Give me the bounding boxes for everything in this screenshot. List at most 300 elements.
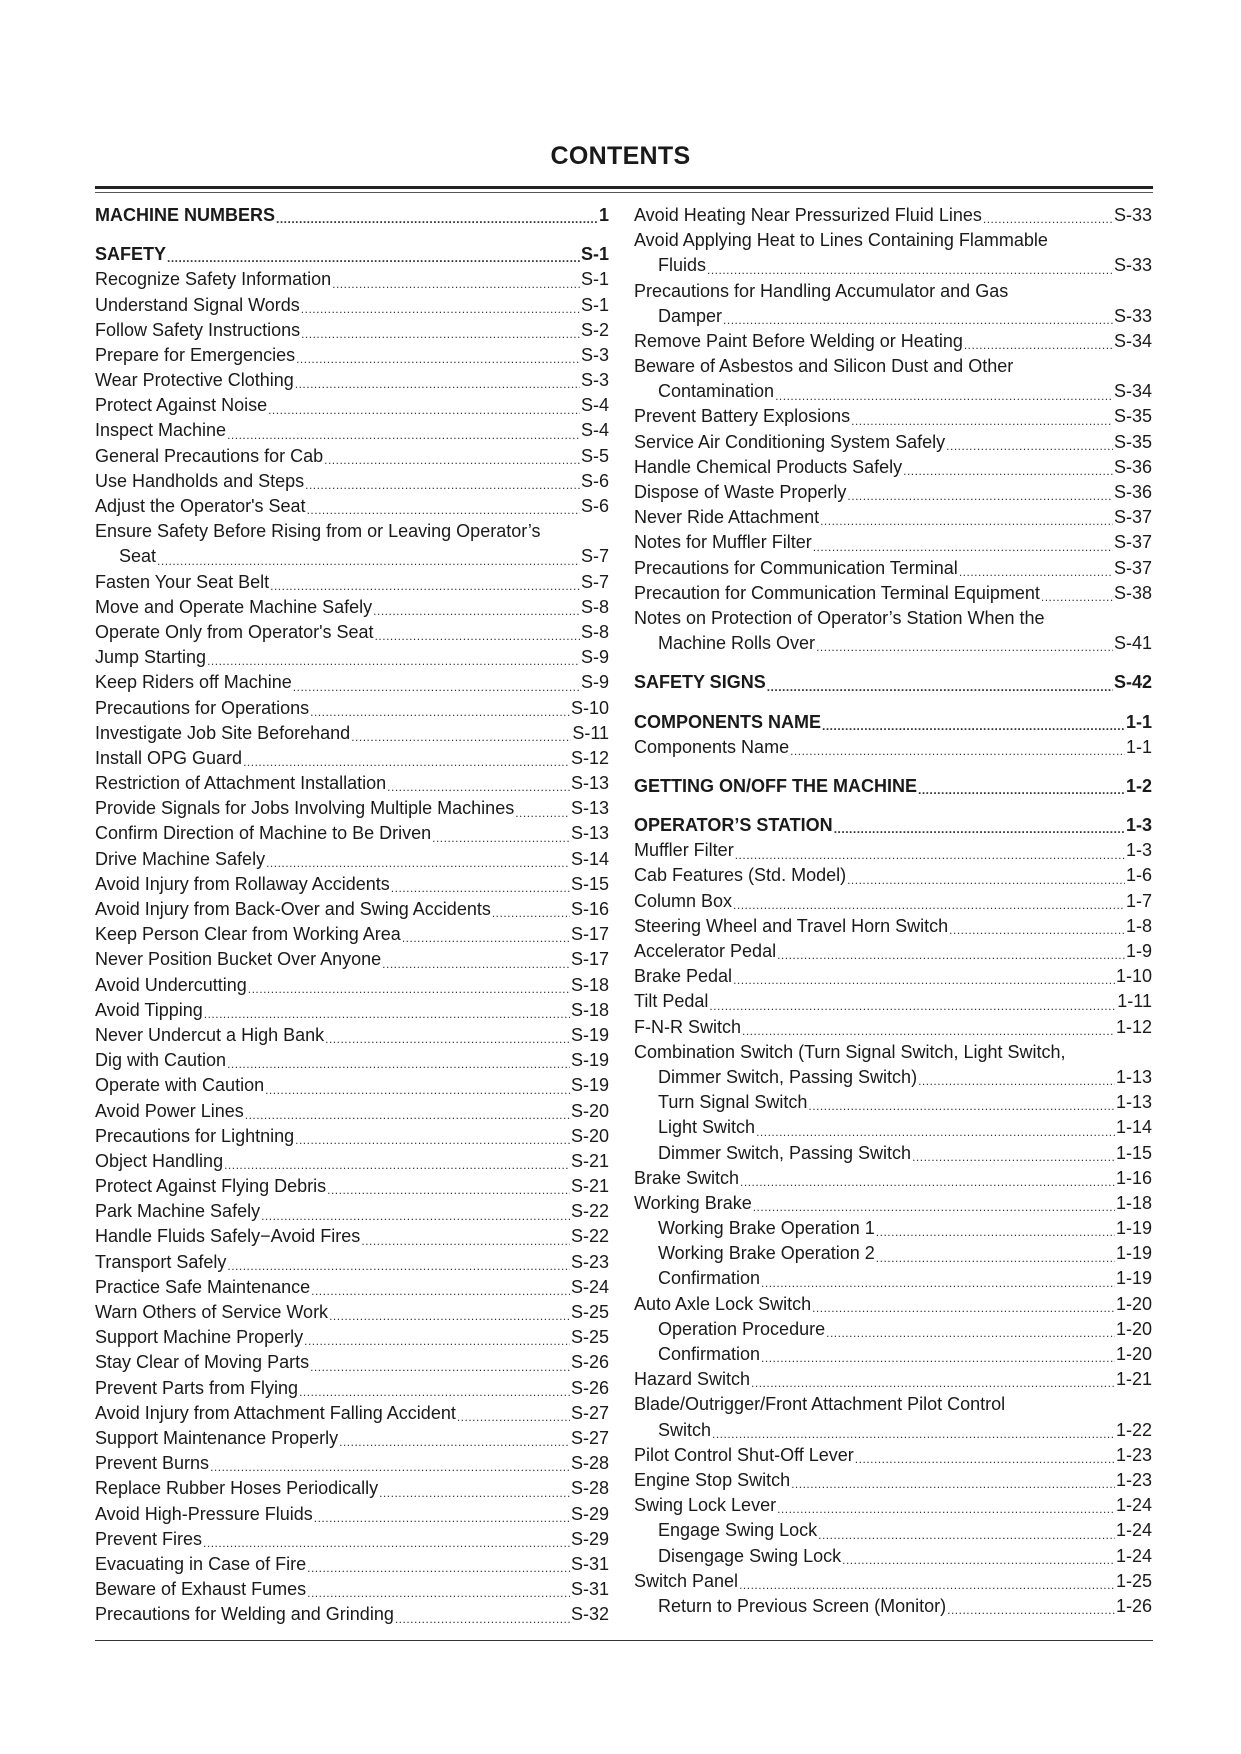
top-rule bbox=[95, 186, 1153, 189]
toc-entry-title: Precautions for Communication Terminal bbox=[634, 557, 958, 578]
toc-page-number: S-7 bbox=[580, 546, 609, 567]
toc-page-number: S-22 bbox=[570, 1201, 609, 1222]
toc-entry-confirmation[interactable] bbox=[634, 1267, 1152, 1292]
toc-entry-contamination[interactable] bbox=[634, 379, 1152, 404]
toc-entry-operate-only-from-operator-s-seat[interactable] bbox=[95, 620, 609, 645]
toc-entry-title: General Precautions for Cab bbox=[95, 445, 324, 466]
toc-entry-title: Avoid High-Pressure Fluids bbox=[95, 1503, 313, 1524]
toc-entry-title: Never Undercut a High Bank bbox=[95, 1024, 325, 1045]
toc-entry-practice-safe-maintenance[interactable] bbox=[95, 1275, 609, 1300]
toc-entry-title: Hazard Switch bbox=[634, 1369, 751, 1390]
toc-entry-precautions-for-handling-accumulator-and-gas bbox=[634, 279, 1152, 304]
toc-entry-use-handholds-and-steps[interactable] bbox=[95, 469, 609, 494]
toc-page-number: 1-19 bbox=[1115, 1243, 1152, 1264]
toc-entry-light-switch[interactable] bbox=[634, 1115, 1152, 1140]
toc-page-number: 1-8 bbox=[1125, 915, 1152, 936]
toc-section-machine-numbers[interactable] bbox=[95, 203, 609, 228]
toc-entry-keep-riders-off-machine[interactable] bbox=[95, 670, 609, 695]
toc-entry-title: Prepare for Emergencies bbox=[95, 344, 296, 365]
toc-entry-precautions-for-lightning[interactable] bbox=[95, 1124, 609, 1149]
toc-entry-investigate-job-site-beforehand[interactable] bbox=[95, 721, 609, 746]
toc-entry-title: Precaution for Communication Terminal Equipment bbox=[634, 582, 1040, 603]
toc-entry-working-brake-operation-1[interactable] bbox=[634, 1216, 1152, 1241]
toc-page-number: 1-13 bbox=[1115, 1092, 1152, 1113]
toc-entry-cab-features-std-model[interactable] bbox=[634, 864, 1152, 889]
dot-leader bbox=[851, 412, 1113, 430]
toc-entry-title: Wear Protective Clothing bbox=[95, 370, 294, 391]
dot-leader bbox=[261, 1207, 570, 1225]
toc-entry-avoid-injury-from-attachment-falling-accident[interactable] bbox=[95, 1401, 609, 1426]
toc-entry-switch[interactable] bbox=[634, 1418, 1152, 1443]
toc-page-number: S-37 bbox=[1113, 507, 1152, 528]
toc-entry-title: Turn Signal Switch bbox=[658, 1092, 808, 1113]
dot-leader bbox=[767, 678, 1113, 696]
dot-leader bbox=[167, 249, 580, 267]
toc-entry-follow-safety-instructions[interactable] bbox=[95, 318, 609, 343]
toc-entry-auto-axle-lock-switch[interactable] bbox=[634, 1292, 1152, 1317]
toc-page-number: S-35 bbox=[1113, 406, 1152, 427]
toc-page-number: 1-16 bbox=[1115, 1167, 1152, 1188]
dot-leader bbox=[325, 1030, 570, 1048]
toc-page-number: S-29 bbox=[570, 1528, 609, 1549]
toc-entry-beware-of-asbestos-and-silicon-dust-and-other bbox=[634, 354, 1152, 379]
toc-entry-title: Adjust the Operator's Seat bbox=[95, 496, 306, 517]
toc-page-number: S-2 bbox=[580, 319, 609, 340]
dot-leader bbox=[712, 1425, 1115, 1443]
dot-leader bbox=[983, 210, 1113, 228]
toc-page-number: S-19 bbox=[570, 1075, 609, 1096]
dot-leader bbox=[918, 1072, 1115, 1090]
toc-entry-title: Operation Procedure bbox=[658, 1318, 826, 1339]
dot-leader bbox=[751, 1374, 1115, 1392]
dot-leader bbox=[224, 1156, 570, 1174]
toc-entry-title: Combination Switch (Turn Signal Switch, Light Switch, bbox=[634, 1041, 1066, 1062]
section-gap bbox=[634, 656, 1152, 670]
toc-entry-title: Practice Safe Maintenance bbox=[95, 1276, 311, 1297]
toc-entry-dimmer-switch-passing-switch[interactable] bbox=[634, 1141, 1152, 1166]
dot-leader bbox=[203, 1534, 570, 1552]
toc-entry-working-brake[interactable] bbox=[634, 1191, 1152, 1216]
toc-entry-title: Handle Fluids Safely−Avoid Fires bbox=[95, 1226, 361, 1247]
toc-entry-title: Avoid Heating Near Pressurized Fluid Lines bbox=[634, 204, 982, 225]
toc-entry-drive-machine-safely[interactable] bbox=[95, 847, 609, 872]
dot-leader bbox=[391, 879, 570, 897]
toc-entry-seat[interactable] bbox=[95, 544, 609, 569]
dot-leader bbox=[157, 552, 580, 570]
dot-leader bbox=[739, 1576, 1115, 1594]
toc-entry-title: Avoid Tipping bbox=[95, 999, 203, 1020]
toc-entry-title: Protect Against Noise bbox=[95, 395, 268, 416]
dot-leader bbox=[813, 538, 1113, 556]
dot-leader bbox=[753, 1198, 1115, 1216]
toc-page-number: 1-24 bbox=[1115, 1545, 1152, 1566]
toc-page-number: S-29 bbox=[570, 1503, 609, 1524]
dot-leader bbox=[709, 997, 1116, 1015]
dot-leader bbox=[379, 1484, 570, 1502]
toc-section-safety[interactable] bbox=[95, 242, 609, 267]
toc-entry-never-ride-attachment[interactable] bbox=[634, 505, 1152, 530]
toc-entry-adjust-the-operator-s-seat[interactable] bbox=[95, 494, 609, 519]
toc-entry-engage-swing-lock[interactable] bbox=[634, 1518, 1152, 1543]
toc-entry-provide-signals-for-jobs-involving-multiple-machines[interactable] bbox=[95, 796, 609, 821]
toc-entry-title: Precautions for Lightning bbox=[95, 1125, 295, 1146]
dot-leader bbox=[245, 1106, 570, 1124]
dot-leader bbox=[918, 781, 1125, 799]
toc-entry-never-position-bucket-over-anyone[interactable] bbox=[95, 947, 609, 972]
toc-entry-title: Support Maintenance Properly bbox=[95, 1427, 339, 1448]
dot-leader bbox=[946, 437, 1113, 455]
section-gap bbox=[634, 696, 1152, 710]
dot-leader bbox=[756, 1123, 1115, 1141]
toc-entry-support-maintenance-properly[interactable] bbox=[95, 1426, 609, 1451]
toc-entry-general-precautions-for-cab[interactable] bbox=[95, 444, 609, 469]
toc-entry-prepare-for-emergencies[interactable] bbox=[95, 343, 609, 368]
dot-leader bbox=[307, 1559, 570, 1577]
toc-page-number: S-38 bbox=[1113, 582, 1152, 603]
toc-page-number: S-36 bbox=[1113, 482, 1152, 503]
toc-entry-recognize-safety-information[interactable] bbox=[95, 267, 609, 292]
dot-leader bbox=[301, 300, 580, 318]
toc-entry-stay-clear-of-moving-parts[interactable] bbox=[95, 1350, 609, 1375]
toc-page-number: 1-22 bbox=[1115, 1419, 1152, 1440]
toc-entry-avoid-heating-near-pressurized-fluid-lines[interactable] bbox=[634, 203, 1152, 228]
toc-entry-handle-fluids-safely-avoid-fires[interactable] bbox=[95, 1225, 609, 1250]
toc-page-number: 1-10 bbox=[1115, 966, 1152, 987]
toc-page-number: S-8 bbox=[580, 621, 609, 642]
dot-leader bbox=[310, 703, 570, 721]
toc-entry-components-name[interactable] bbox=[634, 735, 1152, 760]
dot-leader bbox=[790, 742, 1125, 760]
toc-page-number: S-19 bbox=[570, 1050, 609, 1071]
toc-page-number: S-33 bbox=[1113, 204, 1152, 225]
toc-entry-title: Dispose of Waste Properly bbox=[634, 482, 847, 503]
toc-entry-tilt-pedal[interactable] bbox=[634, 989, 1152, 1014]
toc-page-number: S-37 bbox=[1113, 532, 1152, 553]
toc-entry-title: Avoid Power Lines bbox=[95, 1100, 244, 1121]
toc-entry-avoid-injury-from-back-over-and-swing-accidents[interactable] bbox=[95, 897, 609, 922]
toc-entry-fasten-your-seat-belt[interactable] bbox=[95, 570, 609, 595]
toc-entry-title: Transport Safely bbox=[95, 1251, 227, 1272]
toc-page-number: S-21 bbox=[570, 1176, 609, 1197]
toc-entry-accelerator-pedal[interactable] bbox=[634, 939, 1152, 964]
toc-right-column bbox=[634, 203, 1152, 1619]
dot-leader bbox=[847, 487, 1113, 505]
toc-entry-precaution-for-communication-terminal-equipment[interactable] bbox=[634, 581, 1152, 606]
bottom-rule bbox=[95, 1640, 1153, 1641]
toc-entry-precautions-for-communication-terminal[interactable] bbox=[634, 556, 1152, 581]
toc-entry-title: SAFETY bbox=[95, 244, 167, 265]
toc-page-number: S-17 bbox=[570, 949, 609, 970]
toc-page-number: 1-24 bbox=[1115, 1520, 1152, 1541]
dot-leader bbox=[834, 820, 1125, 838]
toc-entry-title: Avoid Undercutting bbox=[95, 974, 247, 995]
dot-leader bbox=[777, 946, 1125, 964]
toc-entry-wear-protective-clothing[interactable] bbox=[95, 368, 609, 393]
toc-page-number: S-6 bbox=[580, 470, 609, 491]
toc-entry-title: Operate with Caution bbox=[95, 1075, 265, 1096]
toc-entry-title: Auto Axle Lock Switch bbox=[634, 1293, 812, 1314]
toc-entry-title: Fasten Your Seat Belt bbox=[95, 571, 270, 592]
dot-leader bbox=[761, 1274, 1115, 1292]
toc-page-number: S-4 bbox=[580, 420, 609, 441]
toc-page-number: S-7 bbox=[580, 571, 609, 592]
toc-entry-prevent-burns[interactable] bbox=[95, 1451, 609, 1476]
toc-entry-precautions-for-welding-and-grinding[interactable] bbox=[95, 1602, 609, 1627]
toc-page-number: S-9 bbox=[580, 672, 609, 693]
toc-page-number: 1-24 bbox=[1115, 1495, 1152, 1516]
toc-page-number: 1-20 bbox=[1115, 1293, 1152, 1314]
toc-entry-protect-against-noise[interactable] bbox=[95, 393, 609, 418]
toc-page-number: 1-11 bbox=[1117, 991, 1152, 1012]
toc-entry-f-n-r-switch[interactable] bbox=[634, 1015, 1152, 1040]
dot-leader bbox=[311, 1282, 570, 1300]
toc-page-number: S-14 bbox=[570, 848, 609, 869]
toc-entry-title: Seat bbox=[119, 546, 157, 567]
toc-entry-swing-lock-lever[interactable] bbox=[634, 1493, 1152, 1518]
toc-entry-title: Contamination bbox=[658, 381, 775, 402]
toc-entry-title: Avoid Applying Heat to Lines Containing Flammable bbox=[634, 230, 1048, 251]
toc-page-number: S-22 bbox=[570, 1226, 609, 1247]
dot-leader bbox=[304, 1332, 570, 1350]
dot-leader bbox=[775, 387, 1113, 405]
toc-entry-steering-wheel-and-travel-horn-switch[interactable] bbox=[634, 914, 1152, 939]
toc-page-number: 1-23 bbox=[1115, 1469, 1152, 1490]
toc-entry-combination-switch-turn-signal-switch-light-switch bbox=[634, 1040, 1152, 1065]
toc-entry-beware-of-exhaust-fumes[interactable] bbox=[95, 1577, 609, 1602]
toc-entry-title: Confirmation bbox=[658, 1268, 761, 1289]
toc-page-number: S-33 bbox=[1113, 305, 1152, 326]
toc-page-number: S-16 bbox=[570, 899, 609, 920]
toc-entry-prevent-battery-explosions[interactable] bbox=[634, 405, 1152, 430]
toc-entry-title: Dimmer Switch, Passing Switch bbox=[658, 1142, 912, 1163]
toc-entry-title: Handle Chemical Products Safely bbox=[634, 456, 903, 477]
toc-entry-brake-switch[interactable] bbox=[634, 1166, 1152, 1191]
toc-entry-title: Damper bbox=[658, 305, 723, 326]
toc-page-number: S-28 bbox=[570, 1478, 609, 1499]
toc-entry-confirmation[interactable] bbox=[634, 1342, 1152, 1367]
toc-entry-inspect-machine[interactable] bbox=[95, 419, 609, 444]
toc-entry-engine-stop-switch[interactable] bbox=[634, 1468, 1152, 1493]
dot-leader bbox=[243, 753, 570, 771]
toc-entry-ensure-safety-before-rising-from-or-leaving-operator-s bbox=[95, 519, 609, 544]
toc-entry-dig-with-caution[interactable] bbox=[95, 1048, 609, 1073]
toc-entry-evacuating-in-case-of-fire[interactable] bbox=[95, 1552, 609, 1577]
toc-entry-precautions-for-operations[interactable] bbox=[95, 696, 609, 721]
toc-entry-disengage-swing-lock[interactable] bbox=[634, 1544, 1152, 1569]
toc-page-number: S-31 bbox=[570, 1579, 609, 1600]
toc-page-number: S-20 bbox=[570, 1125, 609, 1146]
dot-leader bbox=[276, 210, 598, 228]
toc-entry-avoid-power-lines[interactable] bbox=[95, 1099, 609, 1124]
toc-entry-object-handling[interactable] bbox=[95, 1149, 609, 1174]
toc-entry-jump-starting[interactable] bbox=[95, 645, 609, 670]
toc-entry-title: Brake Pedal bbox=[634, 966, 733, 987]
toc-entry-column-box[interactable] bbox=[634, 889, 1152, 914]
toc-entry-title: Confirm Direction of Machine to Be Driven bbox=[95, 823, 432, 844]
toc-section-getting-on-off-the-machine[interactable] bbox=[634, 774, 1152, 799]
dot-leader bbox=[826, 1324, 1115, 1342]
toc-entry-prevent-fires[interactable] bbox=[95, 1527, 609, 1552]
toc-page-number: 1-3 bbox=[1125, 815, 1152, 836]
toc-page-number: 1-14 bbox=[1115, 1117, 1152, 1138]
toc-page-number: 1-13 bbox=[1115, 1066, 1152, 1087]
dot-leader bbox=[387, 778, 570, 796]
toc-page-number: S-18 bbox=[570, 974, 609, 995]
toc-section-components-name[interactable] bbox=[634, 710, 1152, 735]
toc-entry-prevent-parts-from-flying[interactable] bbox=[95, 1376, 609, 1401]
toc-entry-title: Keep Person Clear from Working Area bbox=[95, 924, 401, 945]
toc-entry-pilot-control-shut-off-lever[interactable] bbox=[634, 1443, 1152, 1468]
toc-entry-turn-signal-switch[interactable] bbox=[634, 1090, 1152, 1115]
toc-entry-title: Swing Lock Lever bbox=[634, 1495, 777, 1516]
toc-entry-operation-procedure[interactable] bbox=[634, 1317, 1152, 1342]
toc-page-number: S-24 bbox=[570, 1276, 609, 1297]
toc-entry-damper[interactable] bbox=[634, 304, 1152, 329]
toc-entry-brake-pedal[interactable] bbox=[634, 964, 1152, 989]
toc-entry-title: Blade/Outrigger/Front Attachment Pilot Control bbox=[634, 1394, 1006, 1415]
toc-entry-protect-against-flying-debris[interactable] bbox=[95, 1174, 609, 1199]
toc-entry-working-brake-operation-2[interactable] bbox=[634, 1241, 1152, 1266]
toc-page-number: S-1 bbox=[580, 244, 609, 265]
toc-entry-title: Understand Signal Words bbox=[95, 294, 300, 315]
toc-page-number: S-35 bbox=[1113, 431, 1152, 452]
toc-entry-understand-signal-words[interactable] bbox=[95, 293, 609, 318]
toc-entry-title: Protect Against Flying Debris bbox=[95, 1176, 327, 1197]
toc-entry-title: GETTING ON/OFF THE MACHINE bbox=[634, 775, 917, 796]
toc-page-number: 1 bbox=[598, 204, 609, 225]
toc-page-number: S-27 bbox=[570, 1402, 609, 1423]
toc-entry-handle-chemical-products-safely[interactable] bbox=[634, 455, 1152, 480]
toc-entry-title: Column Box bbox=[634, 890, 733, 911]
toc-page-number: 1-1 bbox=[1125, 711, 1152, 732]
dot-leader bbox=[265, 1081, 570, 1099]
toc-entry-move-and-operate-machine-safely[interactable] bbox=[95, 595, 609, 620]
dot-leader bbox=[847, 871, 1125, 889]
toc-page-number: S-18 bbox=[570, 999, 609, 1020]
toc-entry-return-to-previous-screen-monitor[interactable] bbox=[634, 1594, 1152, 1619]
dot-leader bbox=[723, 311, 1113, 329]
dot-leader bbox=[492, 904, 570, 922]
toc-page-number: S-12 bbox=[570, 747, 609, 768]
dot-leader bbox=[515, 804, 570, 822]
toc-entry-title: Follow Safety Instructions bbox=[95, 319, 301, 340]
toc-entry-hazard-switch[interactable] bbox=[634, 1367, 1152, 1392]
toc-page-number: 1-18 bbox=[1115, 1192, 1152, 1213]
toc-entry-notes-for-muffler-filter[interactable] bbox=[634, 530, 1152, 555]
toc-entry-title: Notes on Protection of Operator’s Station When the bbox=[634, 608, 1045, 628]
toc-entry-dispose-of-waste-properly[interactable] bbox=[634, 480, 1152, 505]
toc-entry-remove-paint-before-welding-or-heating[interactable] bbox=[634, 329, 1152, 354]
toc-entry-title: Precautions for Welding and Grinding bbox=[95, 1604, 394, 1625]
toc-entry-avoid-high-pressure-fluids[interactable] bbox=[95, 1502, 609, 1527]
dot-leader bbox=[876, 1249, 1115, 1267]
toc-entry-switch-panel[interactable] bbox=[634, 1569, 1152, 1594]
toc-entry-park-machine-safely[interactable] bbox=[95, 1199, 609, 1224]
toc-page-number: S-3 bbox=[580, 344, 609, 365]
toc-section-operator-s-station[interactable] bbox=[634, 813, 1152, 838]
toc-entry-never-undercut-a-high-bank[interactable] bbox=[95, 1023, 609, 1048]
toc-entry-operate-with-caution[interactable] bbox=[95, 1073, 609, 1098]
toc-entry-avoid-injury-from-rollaway-accidents[interactable] bbox=[95, 872, 609, 897]
dot-leader bbox=[324, 451, 580, 469]
toc-page-number: S-20 bbox=[570, 1100, 609, 1121]
dot-leader bbox=[855, 1450, 1115, 1468]
toc-page-number: S-33 bbox=[1113, 255, 1152, 276]
toc-page-number: S-31 bbox=[570, 1553, 609, 1574]
dot-leader bbox=[818, 1526, 1115, 1544]
dot-leader bbox=[964, 336, 1113, 354]
toc-entry-install-opg-guard[interactable] bbox=[95, 746, 609, 771]
toc-entry-replace-rubber-hoses-periodically[interactable] bbox=[95, 1476, 609, 1501]
toc-section-safety-signs[interactable] bbox=[634, 670, 1152, 695]
toc-entry-title: Restriction of Attachment Installation bbox=[95, 773, 387, 794]
section-gap bbox=[634, 799, 1152, 813]
toc-entry-title: Object Handling bbox=[95, 1150, 224, 1171]
toc-entry-muffler-filter[interactable] bbox=[634, 838, 1152, 863]
toc-entry-keep-person-clear-from-working-area[interactable] bbox=[95, 922, 609, 947]
toc-entry-service-air-conditioning-system-safely[interactable] bbox=[634, 430, 1152, 455]
toc-entry-title: Cab Features (Std. Model) bbox=[634, 865, 847, 886]
toc-entry-avoid-undercutting[interactable] bbox=[95, 973, 609, 998]
toc-entry-confirm-direction-of-machine-to-be-driven[interactable] bbox=[95, 822, 609, 847]
toc-page-number: S-10 bbox=[570, 697, 609, 718]
toc-entry-title: Prevent Parts from Flying bbox=[95, 1377, 299, 1398]
toc-page-number: S-13 bbox=[570, 823, 609, 844]
toc-page-number: 1-19 bbox=[1115, 1268, 1152, 1289]
toc-entry-title: Disengage Swing Lock bbox=[658, 1545, 842, 1566]
toc-entry-title: COMPONENTS NAME bbox=[634, 711, 822, 732]
dot-leader bbox=[816, 638, 1113, 656]
toc-entry-title: Precautions for Handling Accumulator and Gas bbox=[634, 280, 1009, 301]
toc-entry-title: Prevent Battery Explosions bbox=[634, 406, 851, 427]
toc-entry-restriction-of-attachment-installation[interactable] bbox=[95, 771, 609, 796]
dot-leader bbox=[339, 1433, 570, 1451]
toc-entry-support-machine-properly[interactable] bbox=[95, 1325, 609, 1350]
toc-entry-title: Drive Machine Safely bbox=[95, 848, 266, 869]
toc-entry-title: Beware of Exhaust Fumes bbox=[95, 1579, 307, 1600]
toc-entry-title: Muffler Filter bbox=[634, 840, 734, 861]
toc-entry-title: Working Brake Operation 1 bbox=[658, 1218, 875, 1239]
toc-page-number: S-6 bbox=[580, 496, 609, 517]
dot-leader bbox=[912, 1148, 1115, 1166]
dot-leader bbox=[293, 678, 580, 696]
dot-leader bbox=[735, 846, 1125, 864]
toc-entry-title: Inspect Machine bbox=[95, 420, 227, 441]
dot-leader bbox=[295, 1131, 570, 1149]
toc-entry-dimmer-switch-passing-switch[interactable] bbox=[634, 1065, 1152, 1090]
toc-entry-machine-rolls-over[interactable] bbox=[634, 631, 1152, 656]
toc-entry-blade-outrigger-front-attachment-pilot-control bbox=[634, 1392, 1152, 1417]
dot-leader bbox=[707, 261, 1113, 279]
toc-entry-title: Never Position Bucket Over Anyone bbox=[95, 949, 382, 970]
toc-page-number: S-15 bbox=[570, 873, 609, 894]
dot-leader bbox=[207, 652, 580, 670]
toc-entry-transport-safely[interactable] bbox=[95, 1250, 609, 1275]
toc-page-number: S-27 bbox=[570, 1427, 609, 1448]
toc-entry-title: Prevent Fires bbox=[95, 1528, 203, 1549]
toc-entry-title: Never Ride Attachment bbox=[634, 507, 820, 528]
dot-leader bbox=[299, 1383, 570, 1401]
toc-entry-warn-others-of-service-work[interactable] bbox=[95, 1300, 609, 1325]
toc-entry-title: Components Name bbox=[634, 736, 790, 757]
dot-leader bbox=[266, 854, 570, 872]
dot-leader bbox=[457, 1408, 570, 1426]
toc-entry-title: Dig with Caution bbox=[95, 1050, 227, 1071]
toc-entry-fluids[interactable] bbox=[634, 253, 1152, 278]
toc-page-number: 1-12 bbox=[1115, 1016, 1152, 1037]
toc-page-number: S-4 bbox=[580, 395, 609, 416]
toc-entry-avoid-tipping[interactable] bbox=[95, 998, 609, 1023]
